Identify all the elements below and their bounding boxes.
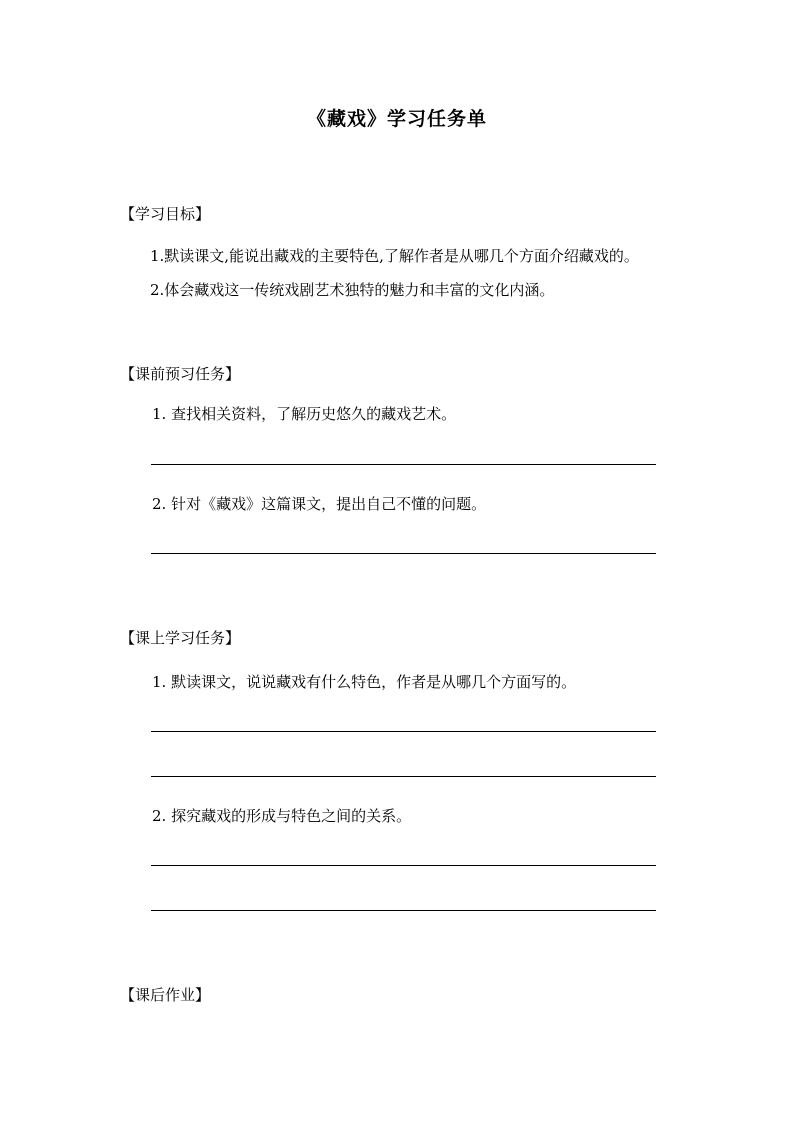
answer-line[interactable] (151, 464, 656, 465)
page-title: 《藏戏》学习任务单 (306, 108, 487, 130)
section-heading-objectives: 【学习目标】 (120, 205, 211, 223)
section-heading-in-class: 【课上学习任务】 (120, 629, 241, 647)
answer-line[interactable] (151, 865, 656, 866)
section-heading-preview: 【课前预习任务】 (120, 365, 241, 383)
answer-line[interactable] (151, 731, 656, 732)
preview-item-2: 2. 针对《藏戏》这篇课文，提出自己不懂的问题。 (152, 495, 487, 513)
answer-line[interactable] (151, 910, 656, 911)
section-heading-homework: 【课后作业】 (120, 986, 211, 1004)
preview-item-1: 1. 查找相关资料，了解历史悠久的藏戏艺术。 (152, 405, 457, 423)
answer-line[interactable] (151, 776, 656, 777)
objective-item-1: 1.默读课文,能说出藏戏的主要特色,了解作者是从哪几个方面介绍藏戏的。 (150, 247, 639, 265)
in-class-item-1: 1. 默读课文，说说藏戏有什么特色，作者是从哪几个方面写的。 (152, 673, 577, 691)
in-class-item-2: 2. 探究藏戏的形成与特色之间的关系。 (152, 807, 412, 825)
objective-item-2: 2.体会藏戏这一传统戏剧艺术独特的魅力和丰富的文化内涵。 (150, 281, 555, 299)
answer-line[interactable] (151, 553, 656, 554)
